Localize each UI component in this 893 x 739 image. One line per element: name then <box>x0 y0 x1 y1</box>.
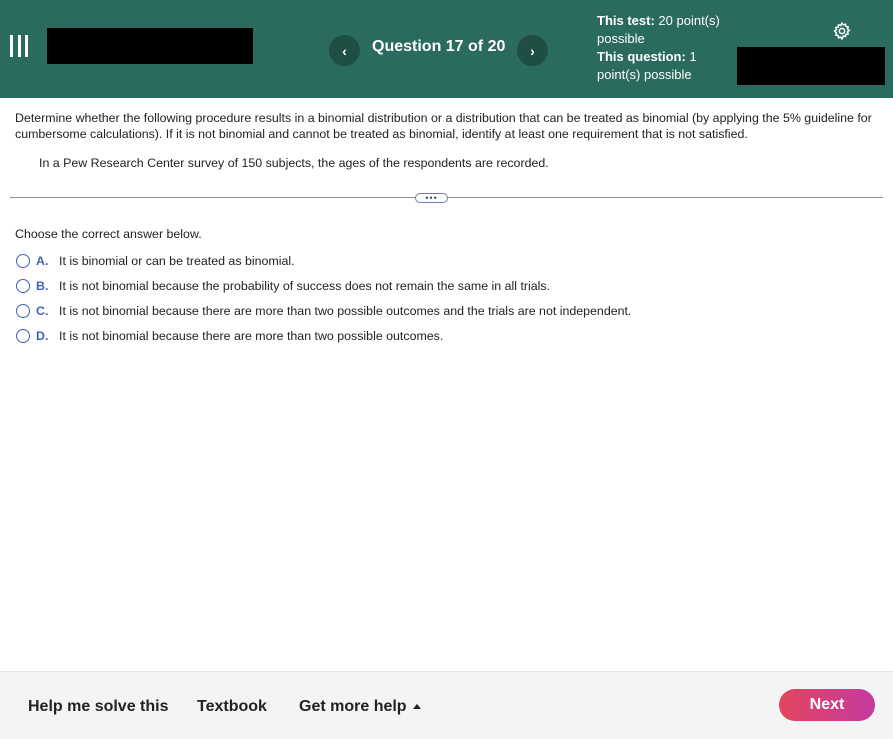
redacted-score-area <box>737 47 885 85</box>
question-counter: Question 17 of 20 <box>372 38 506 55</box>
next-question-button[interactable]: › <box>517 35 548 66</box>
top-bar <box>0 0 893 98</box>
option-letter: C. <box>36 304 49 318</box>
gear-icon[interactable] <box>832 21 852 41</box>
option-letter: B. <box>36 279 49 293</box>
help-me-solve-button[interactable]: Help me solve this <box>28 698 169 715</box>
option-text: It is not binomial because there are more than two possible outcomes. <box>59 329 444 343</box>
previous-question-button[interactable]: ‹ <box>329 35 360 66</box>
answer-option-d[interactable] <box>16 327 443 345</box>
answer-option-c[interactable] <box>16 302 631 320</box>
test-points-label: This test: <box>597 13 655 28</box>
question-points-value: 1 point(s) possible <box>597 49 697 82</box>
answer-prompt: Choose the correct answer below. <box>15 227 202 241</box>
question-instructions: Determine whether the following procedure results in a binomial distribution or a distribution that can be treated as binomial (by applying the 5% guideline for cumbersome calculations). If it is not binomial and cannot be treated as binomial, identify at least one requirement that is not satisfied. <box>15 111 872 141</box>
radio-button[interactable] <box>16 304 30 318</box>
expand-more-button[interactable]: ••• <box>415 193 448 203</box>
radio-button[interactable] <box>16 329 30 343</box>
footer-bar <box>0 671 893 739</box>
points-info <box>597 12 727 84</box>
option-letter: D. <box>36 329 49 343</box>
question-points-label: This question: <box>597 49 686 64</box>
test-points-value: 20 point(s) possible <box>597 13 720 46</box>
get-more-help-button[interactable] <box>299 698 421 716</box>
question-body <box>15 110 875 171</box>
option-text: It is not binomial because the probability of success does not remain the same in all trials. <box>59 279 551 293</box>
next-button[interactable]: Next <box>779 689 875 721</box>
radio-button[interactable] <box>16 254 30 268</box>
hamburger-menu-icon[interactable] <box>10 35 28 57</box>
textbook-button[interactable]: Textbook <box>197 698 267 715</box>
answer-option-b[interactable] <box>16 277 550 295</box>
radio-button[interactable] <box>16 279 30 293</box>
option-text: It is not binomial because there are more than two possible outcomes and the trials are not independent. <box>59 304 632 318</box>
caret-up-icon <box>413 704 421 709</box>
option-letter: A. <box>36 254 49 268</box>
redacted-student-name <box>47 28 253 64</box>
question-scenario: In a Pew Research Center survey of 150 subjects, the ages of the respondents are recorded. <box>39 156 549 170</box>
get-more-help-label: Get more help <box>299 698 407 715</box>
answer-option-a[interactable] <box>16 252 295 270</box>
option-text: It is binomial or can be treated as binomial. <box>59 254 295 268</box>
